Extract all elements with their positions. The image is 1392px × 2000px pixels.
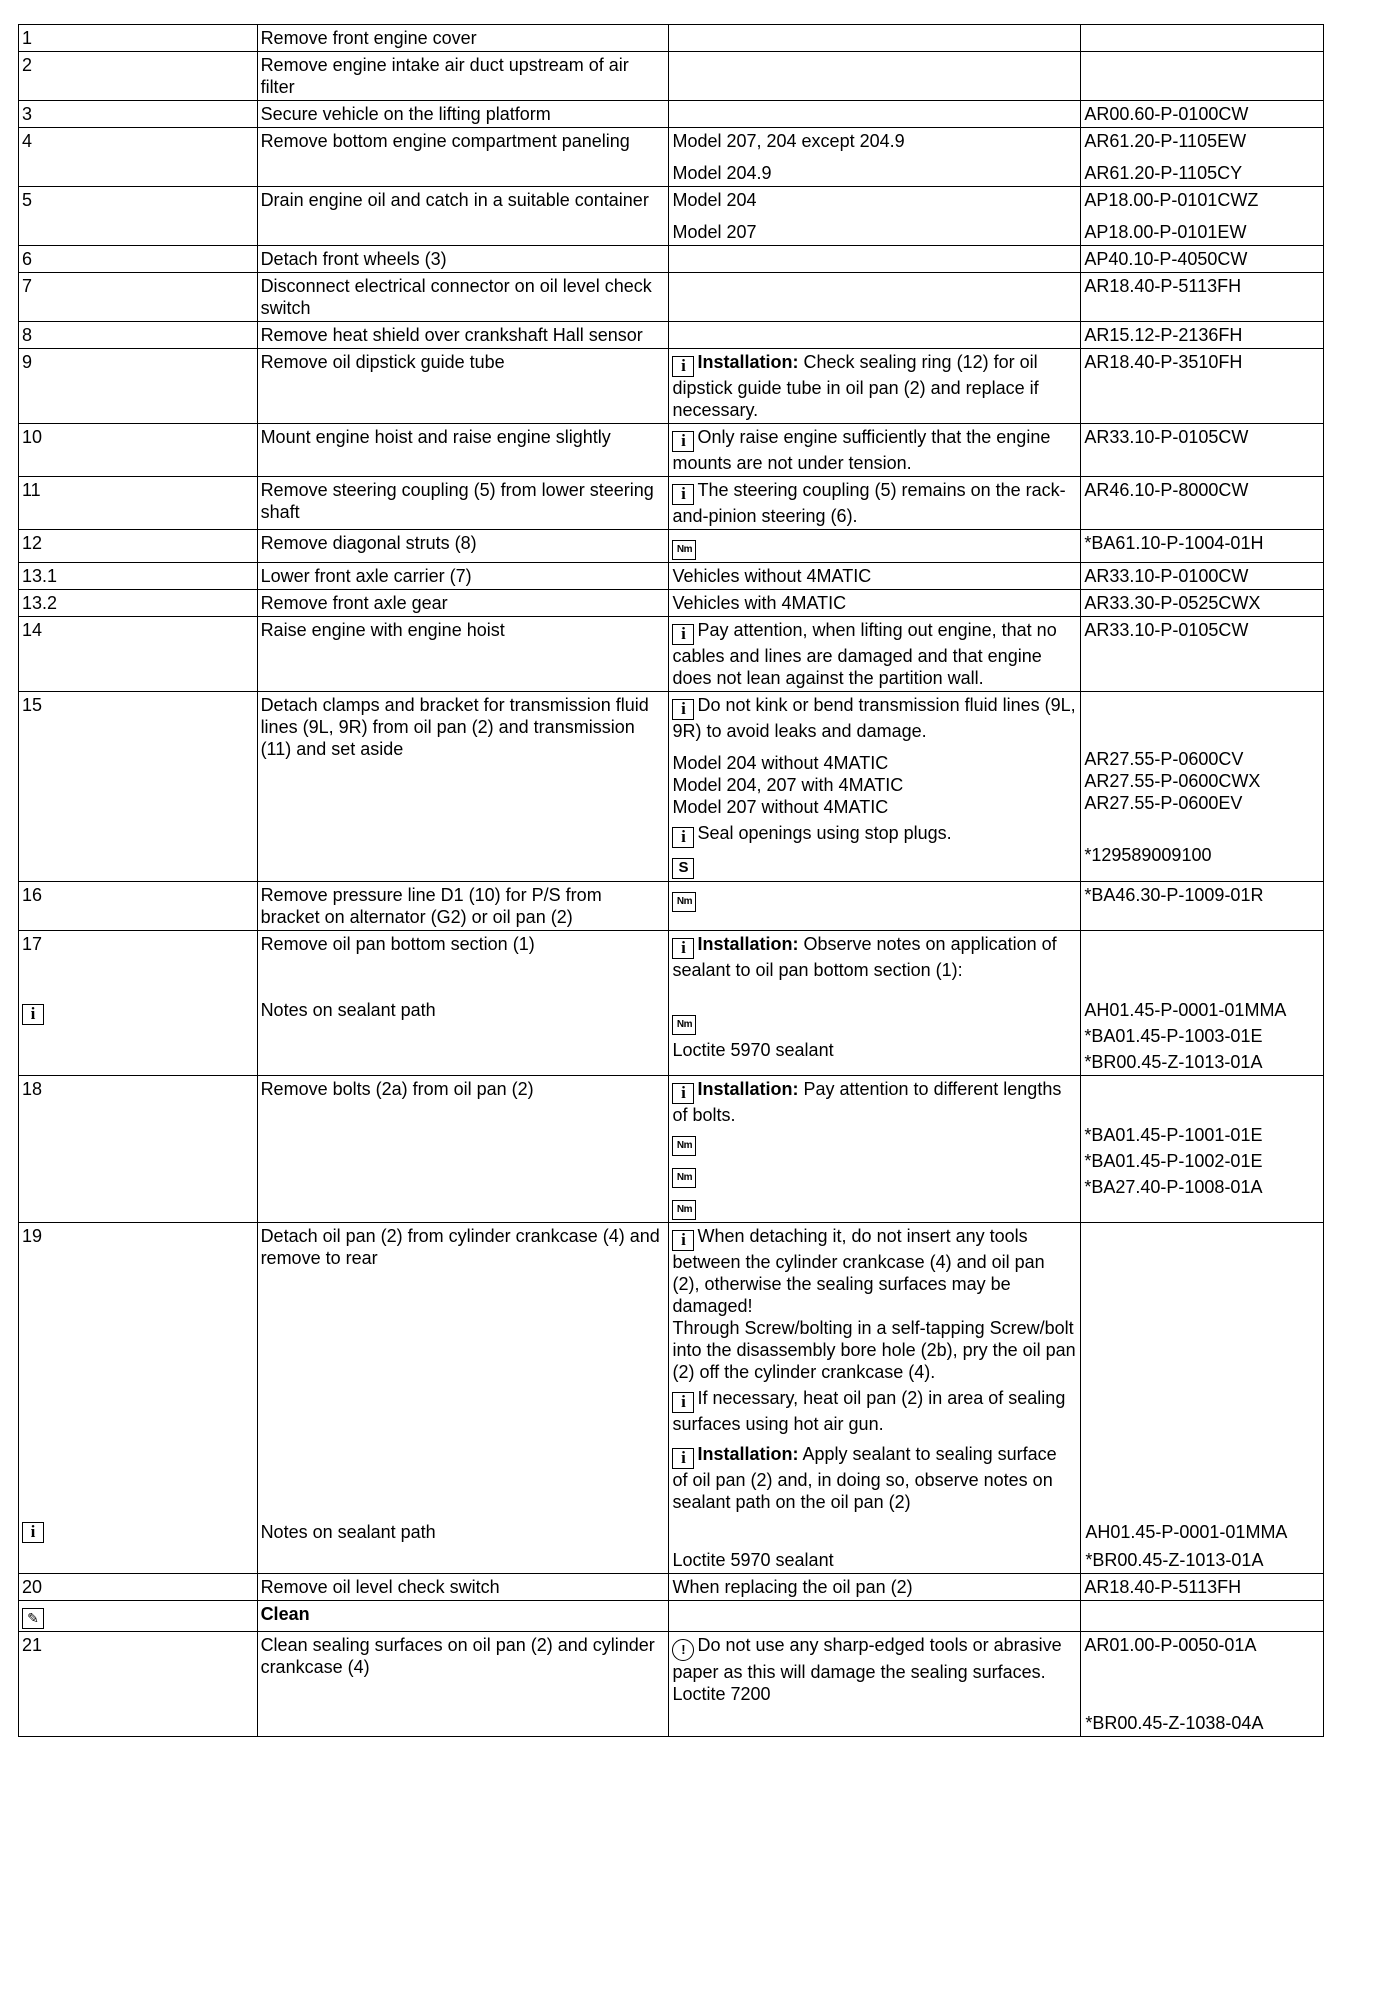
- step-number: 6: [19, 246, 258, 273]
- step-reference: [1081, 1076, 1324, 1223]
- step-action: Raise engine with engine hoist: [257, 617, 669, 692]
- step-number: 1: [19, 25, 258, 52]
- info-icon: i: [672, 1392, 694, 1413]
- step-reference: [1081, 692, 1324, 882]
- step-reference[interactable]: AR33.30-P-0525CWX: [1081, 590, 1324, 617]
- info-icon: i: [672, 938, 694, 959]
- torque-icon: Nm: [672, 1168, 696, 1188]
- step-action: Remove pressure line D1 (10) for P/S from bracket on alternator (G2) or oil pan (2): [257, 882, 669, 931]
- step-notes: [669, 882, 1081, 931]
- step-action: Disconnect electrical connector on oil level check switch: [257, 273, 669, 322]
- info-icon: i: [672, 699, 694, 720]
- step-number: 9: [19, 349, 258, 424]
- step-reference[interactable]: AR33.10-P-0105CW: [1081, 617, 1324, 692]
- table-row: [19, 1574, 1324, 1601]
- step-reference: [1081, 1632, 1324, 1737]
- step-notes: When replacing the oil pan (2): [669, 1574, 1081, 1601]
- note-label: Installation:: [697, 352, 799, 372]
- note-text: Check sealing ring (12) for oil dipstick guide tube in oil pan (2) and replace if necessary.: [672, 352, 1039, 420]
- note-text: i Installation: Observe notes on application of sealant to oil pan bottom section (1):: [672, 934, 1057, 980]
- reference-link[interactable]: AP18.00-P-0101CWZ: [1084, 190, 1259, 210]
- reference-link[interactable]: *BA01.45-P-1001-01E: [1084, 1125, 1263, 1145]
- step-reference[interactable]: AR18.40-P-5113FH: [1081, 273, 1324, 322]
- info-icon: i: [672, 624, 694, 645]
- step-reference[interactable]: AR15.12-P-2136FH: [1081, 322, 1324, 349]
- note-model: Model 207: [672, 222, 757, 242]
- step-notes: [669, 246, 1081, 273]
- step-number: 2: [19, 52, 258, 101]
- table-row: [19, 52, 1324, 101]
- table-row: [19, 563, 1324, 590]
- step-notes: [669, 52, 1081, 101]
- note-model: Model 204.9: [672, 163, 772, 183]
- step-notes: [669, 273, 1081, 322]
- step-number: 19 i: [19, 1223, 258, 1574]
- step-notes: [669, 477, 1081, 530]
- torque-icon: Nm: [672, 540, 696, 560]
- step-reference: [1081, 128, 1324, 187]
- step-reference: [1081, 187, 1324, 246]
- step-action: Detach clamps and bracket for transmission fluid lines (9L, 9R) from oil pan (2) and transmission (11) and set aside: [257, 692, 669, 882]
- step-notes: [669, 101, 1081, 128]
- info-icon: i: [672, 1448, 694, 1469]
- note-text: i If necessary, heat oil pan (2) in area of sealing surfaces using hot air gun.: [672, 1388, 1066, 1434]
- table-row: [19, 101, 1324, 128]
- step-reference: [1081, 1223, 1324, 1574]
- note-material: Loctite 7200: [672, 1684, 771, 1704]
- step-action: Drain engine oil and catch in a suitable container: [257, 187, 669, 246]
- reference-link[interactable]: AH01.45-P-0001-01MMA: [1084, 1000, 1287, 1020]
- step-notes: [669, 349, 1081, 424]
- torque-icon: Nm: [672, 1200, 696, 1220]
- note-text: ! Do not use any sharp-edged tools or abrasive paper as this will damage the sealing surfaces.: [672, 1635, 1062, 1682]
- step-notes: Vehicles without 4MATIC: [669, 563, 1081, 590]
- step-reference: [1081, 52, 1324, 101]
- note-text: Pay attention, when lifting out engine, that no cables and lines are damaged and that engine does not lean against the partition wall.: [672, 620, 1057, 688]
- step-notes: [669, 1632, 1081, 1737]
- table-row: [19, 25, 1324, 52]
- step-action: Remove front engine cover: [257, 25, 669, 52]
- reference-link[interactable]: AH01.45-P-0001-01MMA: [1085, 1522, 1288, 1542]
- step-action: Remove heat shield over crankshaft Hall sensor: [257, 322, 669, 349]
- reference-link[interactable]: *BA01.45-P-1002-01E: [1084, 1151, 1263, 1171]
- step-number: 10: [19, 424, 258, 477]
- table-row: [19, 424, 1324, 477]
- step-number: 7: [19, 273, 258, 322]
- info-icon: i: [672, 1083, 694, 1104]
- reference-link[interactable]: AR27.55-P-0600EV: [1084, 793, 1243, 813]
- table-row: [19, 1076, 1324, 1223]
- step-reference: [1081, 1601, 1324, 1632]
- table-row: [19, 617, 1324, 692]
- step-reference[interactable]: AR18.40-P-3510FH: [1081, 349, 1324, 424]
- step-action: Remove bottom engine compartment paneling: [257, 128, 669, 187]
- step-reference[interactable]: AP40.10-P-4050CW: [1081, 246, 1324, 273]
- step-action: Detach front wheels (3): [257, 246, 669, 273]
- step-action: Remove oil level check switch: [257, 1574, 669, 1601]
- info-icon: i: [672, 827, 694, 848]
- procedure-sheet: [18, 24, 1324, 1737]
- step-reference[interactable]: AR33.10-P-0100CW: [1081, 563, 1324, 590]
- note-material: Loctite 5970 sealant: [672, 1550, 834, 1570]
- note-text: The steering coupling (5) remains on the rack-and-pinion steering (6).: [672, 480, 1066, 526]
- step-action: Secure vehicle on the lifting platform: [257, 101, 669, 128]
- info-icon: i: [672, 484, 694, 505]
- torque-icon: Nm: [672, 1015, 696, 1035]
- step-notes: [669, 530, 1081, 563]
- note-text: i Do not kink or bend transmission fluid lines (9L, 9R) to avoid leaks and damage.: [672, 695, 1076, 741]
- step-number: 8: [19, 322, 258, 349]
- section-heading: Clean: [257, 1601, 669, 1632]
- step-notes: [669, 322, 1081, 349]
- note-text: Through Screw/bolting in a self-tapping Screw/bolt into the disassembly bore hole (2b), pry the oil pan (2) off the cylinder crankcase (4).: [672, 1318, 1076, 1382]
- step-notes: [669, 25, 1081, 52]
- step-notes: [669, 1076, 1081, 1223]
- table-row: [19, 322, 1324, 349]
- step-number: 20: [19, 1574, 258, 1601]
- info-icon: i: [22, 1004, 44, 1025]
- step-number: 18: [19, 1076, 258, 1223]
- info-icon: i: [672, 431, 694, 452]
- note-text: i Installation: Pay attention to different lengths of bolts.: [672, 1079, 1062, 1125]
- table-row: [19, 692, 1324, 882]
- step-notes: [669, 1601, 1081, 1632]
- step-action: Mount engine hoist and raise engine slightly: [257, 424, 669, 477]
- step-reference[interactable]: AR18.40-P-5113FH: [1081, 1574, 1324, 1601]
- clean-icon: ✎: [22, 1608, 44, 1629]
- step-number: 12: [19, 530, 258, 563]
- step-number: 17 i: [19, 931, 258, 1076]
- step-action: Remove oil dipstick guide tube: [257, 349, 669, 424]
- table-row: [19, 1223, 1324, 1574]
- table-row: [19, 246, 1324, 273]
- table-row: [19, 273, 1324, 322]
- reference-link[interactable]: *BA27.40-P-1008-01A: [1084, 1177, 1263, 1197]
- info-icon: i: [672, 356, 694, 377]
- step-number: 14: [19, 617, 258, 692]
- note-model: Model 204 without 4MATIC: [672, 753, 889, 773]
- reference-link[interactable]: AR61.20-P-1105EW: [1084, 131, 1247, 151]
- procedure-table: [18, 24, 1324, 1737]
- step-number: 13.2: [19, 590, 258, 617]
- step-reference: [1081, 931, 1324, 1076]
- step-reference[interactable]: *BA46.30-P-1009-01R: [1081, 882, 1324, 931]
- step-notes: [669, 128, 1081, 187]
- note-model: Model 207, 204 except 204.9: [672, 131, 905, 151]
- step-reference[interactable]: AR33.10-P-0105CW: [1081, 424, 1324, 477]
- table-row-section: [19, 1601, 1324, 1632]
- reference-link[interactable]: *BA01.45-P-1003-01E: [1084, 1026, 1263, 1046]
- note-text: i Seal openings using stop plugs.: [672, 822, 1076, 848]
- sub-action: Notes on sealant path: [260, 1522, 436, 1542]
- step-action: Clean sealing surfaces on oil pan (2) and cylinder crankcase (4): [257, 1632, 669, 1737]
- info-icon: i: [672, 1230, 694, 1251]
- special-tool-icon: S: [672, 858, 694, 879]
- step-number: 21: [19, 1632, 258, 1737]
- warning-icon: !: [672, 1639, 694, 1661]
- special-tool-line: [672, 852, 1076, 879]
- reference-link[interactable]: *BR00.45-Z-1013-01A: [1084, 1052, 1263, 1072]
- step-number: [19, 1601, 258, 1632]
- step-number: 3: [19, 101, 258, 128]
- info-icon: i: [22, 1522, 44, 1543]
- table-row: [19, 187, 1324, 246]
- note-model: Model 204: [672, 190, 757, 210]
- table-row: [19, 882, 1324, 931]
- step-notes: [669, 424, 1081, 477]
- torque-icon: Nm: [672, 892, 696, 912]
- torque-icon: Nm: [672, 1136, 696, 1156]
- step-action: Lower front axle carrier (7): [257, 563, 669, 590]
- step-reference[interactable]: AR46.10-P-8000CW: [1081, 477, 1324, 530]
- reference-link[interactable]: AR01.00-P-0050-01A: [1084, 1635, 1257, 1655]
- note-text: Only raise engine sufficiently that the engine mounts are not under tension.: [672, 427, 1051, 473]
- step-notes: [669, 931, 1081, 1076]
- step-action: Remove oil pan bottom section (1) Notes on sealant path: [257, 931, 669, 1076]
- note-text: i Installation: Apply sealant to sealing surface of oil pan (2) and, in doing so, observe notes on sealant path on the oil pan (2): [672, 1444, 1057, 1512]
- step-number: 4: [19, 128, 258, 187]
- table-row: [19, 349, 1324, 424]
- step-notes: [669, 617, 1081, 692]
- step-action: Remove engine intake air duct upstream of air filter: [257, 52, 669, 101]
- step-action: Remove front axle gear: [257, 590, 669, 617]
- step-reference[interactable]: AR00.60-P-0100CW: [1081, 101, 1324, 128]
- step-number: 15: [19, 692, 258, 882]
- step-action: Remove diagonal struts (8): [257, 530, 669, 563]
- table-row: [19, 477, 1324, 530]
- reference-link[interactable]: AR27.55-P-0600CWX: [1084, 771, 1261, 791]
- note-model: Model 207 without 4MATIC: [672, 797, 889, 817]
- step-reference[interactable]: *BA61.10-P-1004-01H: [1081, 530, 1324, 563]
- step-reference: [1081, 25, 1324, 52]
- table-row: [19, 931, 1324, 1076]
- step-notes: [669, 187, 1081, 246]
- step-number: 11: [19, 477, 258, 530]
- table-row: [19, 128, 1324, 187]
- note-text: i When detaching it, do not insert any tools between the cylinder crankcase (4) and oil pan (2), otherwise the sealing surfaces may be damaged!: [672, 1226, 1045, 1316]
- table-row: [19, 530, 1324, 563]
- step-number: 5: [19, 187, 258, 246]
- reference-link[interactable]: *BR00.45-Z-1013-01A: [1085, 1550, 1264, 1570]
- step-action: Detach oil pan (2) from cylinder crankcase (4) and remove to rear Notes on sealant path: [257, 1223, 669, 1574]
- step-notes: Vehicles with 4MATIC: [669, 590, 1081, 617]
- step-action: Remove bolts (2a) from oil pan (2): [257, 1076, 669, 1223]
- sub-action: Notes on sealant path: [260, 1000, 436, 1020]
- reference-link[interactable]: AR27.55-P-0600CV: [1084, 749, 1244, 769]
- step-number: 13.1: [19, 563, 258, 590]
- step-action: Remove steering coupling (5) from lower steering shaft: [257, 477, 669, 530]
- step-number: 16: [19, 882, 258, 931]
- table-row: [19, 1632, 1324, 1737]
- note-model: Model 204, 207 with 4MATIC: [672, 775, 904, 795]
- reference-link[interactable]: *129589009100: [1084, 845, 1212, 865]
- note-material: Loctite 5970 sealant: [672, 1040, 834, 1060]
- step-notes: [669, 692, 1081, 882]
- reference-link[interactable]: AP18.00-P-0101EW: [1084, 222, 1247, 242]
- reference-link[interactable]: AR61.20-P-1105CY: [1084, 163, 1243, 183]
- step-notes: [669, 1223, 1081, 1574]
- reference-link[interactable]: *BR00.45-Z-1038-04A: [1085, 1713, 1264, 1733]
- table-row: [19, 590, 1324, 617]
